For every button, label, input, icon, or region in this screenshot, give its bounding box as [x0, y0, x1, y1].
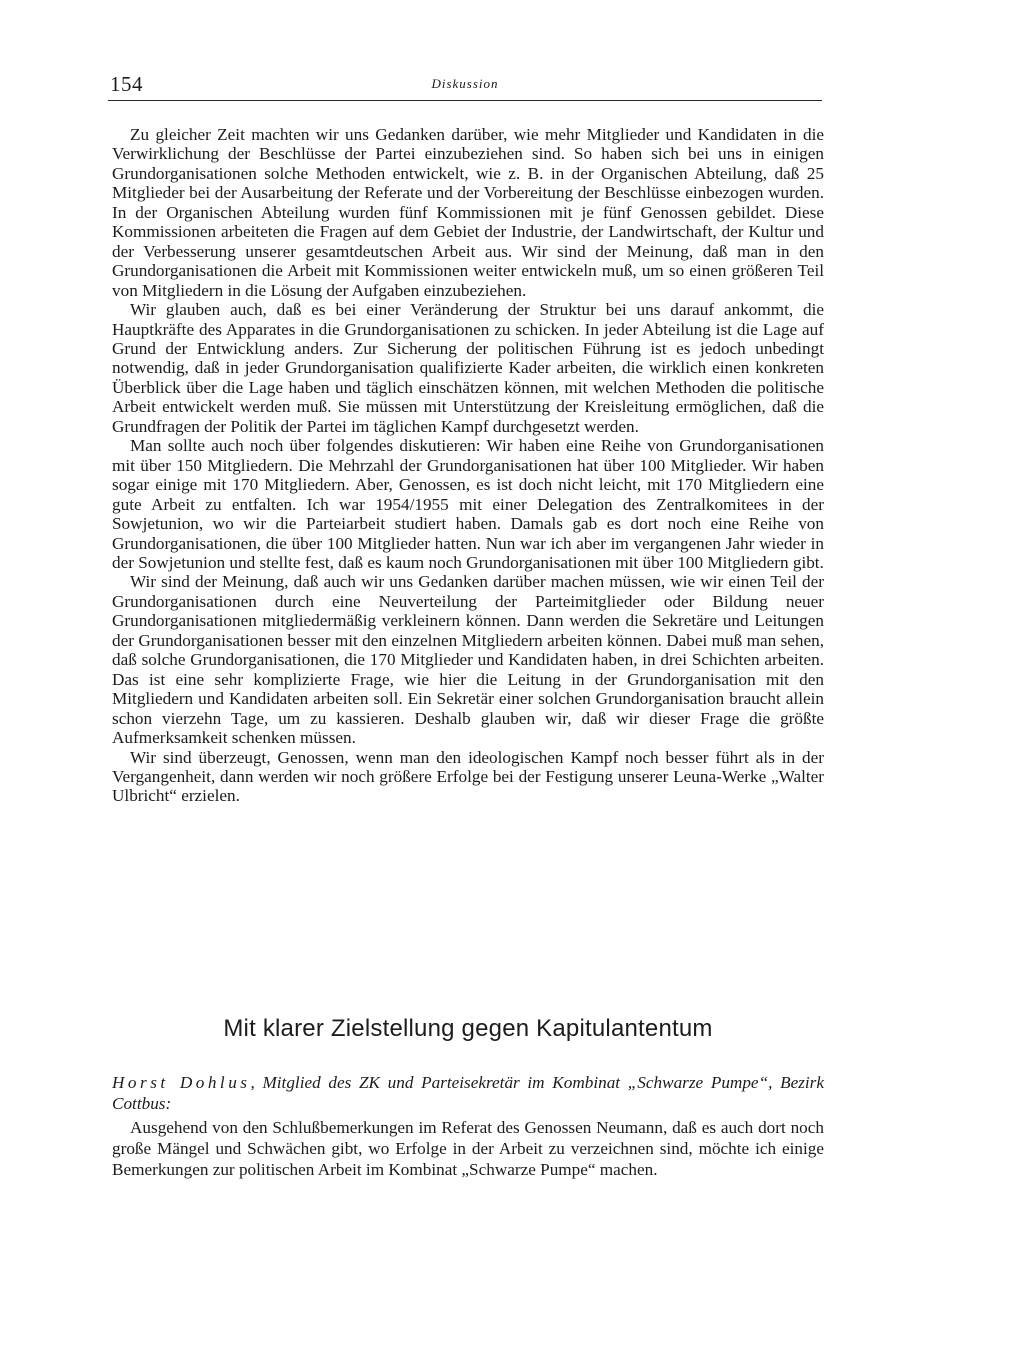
speech-paragraph: Ausgehend von den Schlußbemerkungen im Referat des Genossen Neumann, daß es auch dort noch große Mängel und Schwächen gibt, wo Erfolge in der Arbeit zu verzeichnen sind, möchte ich einige Bemerkungen zur politischen Arbeit im Kombinat „Schwarze Pumpe“ machen. [112, 1118, 824, 1179]
page-number: 154 [110, 72, 143, 96]
section-heading: Mit klarer Zielstellung gegen Kapitulantentum [223, 1015, 713, 1042]
paragraph-4: Wir sind der Meinung, daß auch wir uns Gedanken darüber machen müssen, wie wir einen Teil der Grundorganisationen durch eine Neuverteilung der Parteimitglieder oder Bildung neuer Grundorganisationen mitgliedermäßig verkleinern können. Dann werden die Sekretäre und Leitungen der Grundorganisationen besser mit den einzelnen Mitgliedern arbeiten können. Dabei muß man sehen, daß solche Grundorganisationen, die 170 Mitglieder und Kandidaten haben, in drei Schichten arbeiten. Das ist eine sehr komplizierte Frage, wie hier die Leitung in der Grundorganisation mit den Mitgliedern und Kandidaten arbeiten soll. Ein Sekretär einer solchen Grundorganisation braucht allein schon vierzehn Tage, um zu kassieren. Deshalb glauben wir, daß wir dieser Frage die größte Aufmerksamkeit schenken müssen. [112, 572, 824, 748]
speaker-line [112, 1072, 824, 1114]
paragraph-5: Wir sind überzeugt, Genossen, wenn man den ideologischen Kampf noch besser führt als in der Vergangenheit, dann werden wir noch größere Erfolge bei der Festigung unserer Leuna-Werke „Walter Ulbricht“ erzielen. [112, 747, 824, 806]
paragraph-3: Man sollte auch noch über folgendes diskutieren: Wir haben eine Reihe von Grundorganisationen mit über 150 Mitgliedern. Die Mehrzahl der Grundorganisationen hat über 100 Mitglieder. Wir haben sogar einige mit 170 Mitgliedern. Aber, Genossen, es ist doch nicht leicht, mit 170 Mitgliedern eine gute Arbeit zu entfalten. Ich war 1954/1955 mit einer Delegation des Zentralkomitees in der Sowjetunion, wo wir die Parteiarbeit studiert haben. Damals gab es dort noch eine Reihe von Grundorganisationen, die über 100 Mitglieder hatten. Nun war ich aber im vergangenen Jahr wieder in der Sowjetunion und stellte fest, daß es kaum noch Grundorganisationen mit über 100 Mitgliedern gibt. [112, 436, 824, 572]
paragraph-1: Zu gleicher Zeit machten wir uns Gedanken darüber, wie mehr Mitglieder und Kandidaten in die Verwirklichung der Beschlüsse der Partei einzubeziehen sind. So haben sich bei uns in einigen Grundorganisationen solche Methoden entwickelt, wie z. B. in der Organischen Abteilung, daß 25 Mitglieder bei der Ausarbeitung der Referate und der Vorbereitung der Beschlüsse einbezogen wurden. In der Organischen Abteilung wurden fünf Kommissionen mit je fünf Genossen gebildet. Diese Kommissionen arbeiteten die Fragen auf dem Gebiet der Industrie, der Landwirtschaft, der Kultur und der Verbesserung unserer gesamtdeutschen Arbeit aus. Wir sind der Meinung, daß man in den Grundorganisationen die Arbeit mit Kommissionen weiter entwickeln muß, um so einen größeren Teil von Mitgliedern in die Lösung der Aufgaben einzubeziehen. [112, 125, 824, 300]
speaker-name: Horst Dohlus [112, 1073, 251, 1092]
speaker-role: , Mitglied des ZK und Parteisekretär im Kombinat „Schwarze Pumpe“, Bezirk Cottbus: [112, 1073, 824, 1113]
paragraph-2: Wir glauben auch, daß es bei einer Veränderung der Struktur bei uns darauf ankommt, die Hauptkräfte des Apparates in die Grundorganisationen zu schicken. In jeder Abteilung ist die Lage auf Grund der Entwicklung anders. Zur Sicherung der politischen Führung ist es jedoch unbedingt notwendig, daß in jeder Grundorganisation qualifizierte Kader arbeiten, die wirklich einen konkreten Überblick über die Lage haben und täglich einschätzen können, mit welchen Methoden die politische Arbeit entwickelt werden muß. Sie müssen mit Unterstützung der Kreisleitung ermöglichen, daß die Grundfragen der Politik der Partei im täglichen Kampf durchgesetzt werden. [112, 300, 824, 436]
running-head [108, 70, 822, 101]
body-text [112, 125, 824, 806]
running-title: Diskussion [431, 76, 499, 91]
